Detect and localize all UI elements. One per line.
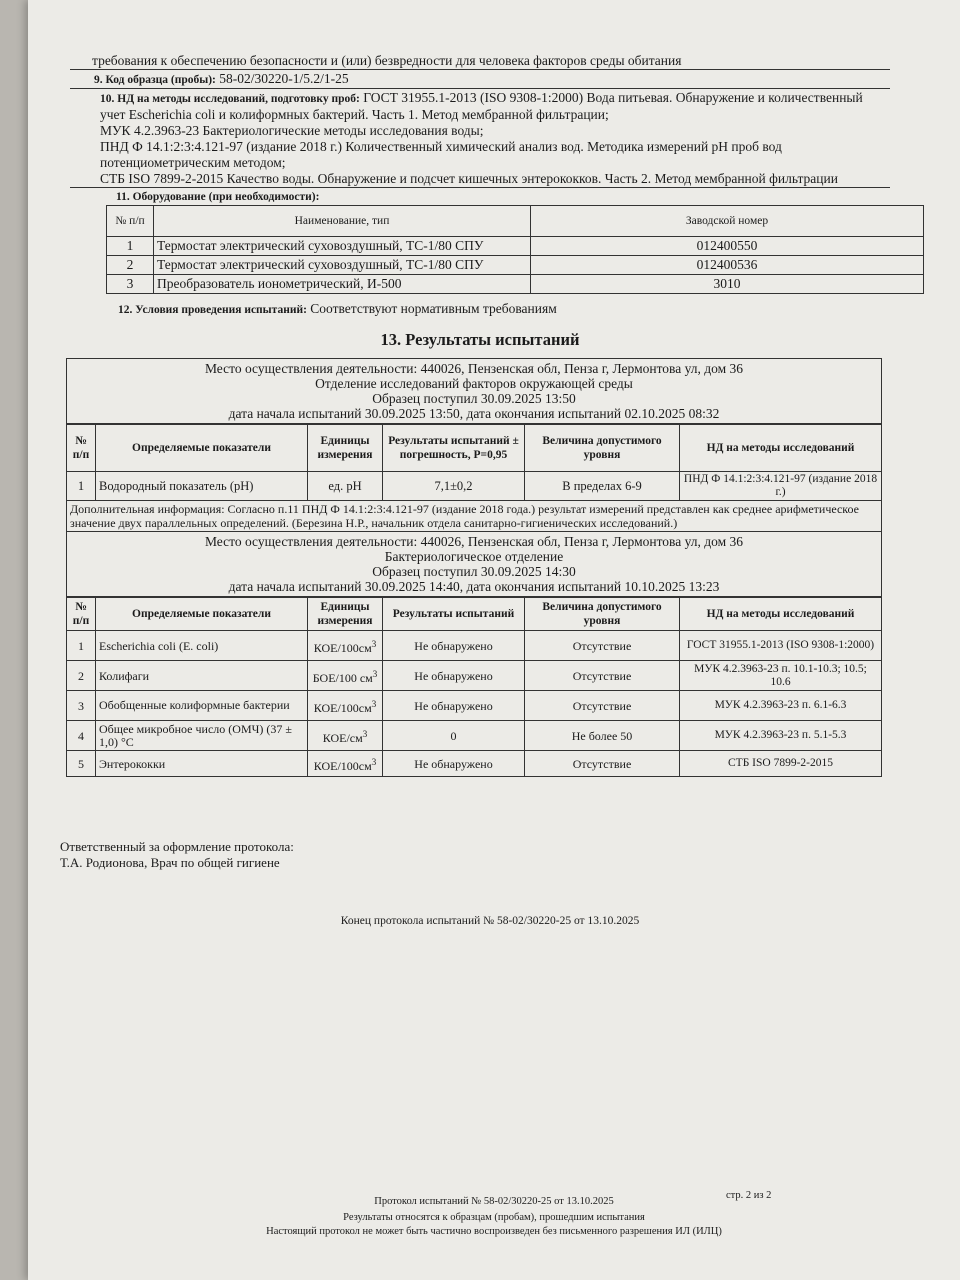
block2-header-row [67,598,882,631]
cell-num: 5 [67,751,96,777]
methods-line-4: СТБ ISO 7899-2-2015 Качество воды. Обнаружение и подсчет кишечных энтерококков. Часть 2. Метод мембранной фильтрации [100,171,838,186]
eq-name: Преобразователь иономeтрический, И-500 [154,275,531,294]
cell-unit [308,631,383,661]
unit-text: КОЕ/100см [313,700,372,715]
unit-sup: 3 [372,668,378,679]
sample-code-row [70,69,890,88]
block1-department: Отделение исследований факторов окружающей среды [315,376,633,391]
responsible-block [60,839,890,871]
cell-unit [308,751,383,777]
footer-line2: Результаты относятся к образцам (пробам), прошедшим испытания [343,1212,645,1223]
footer-line3: Настоящий протокол не может быть частично воспроизведен без письменного разрешения ИЛ (ИЛЦ) [266,1226,722,1237]
cell-num: 1 [67,631,96,661]
table-row [67,631,882,661]
eq-serial: 012400536 [531,256,924,275]
cell-result: Не обнаружено [383,691,525,721]
cell-limit: Отсутствие [525,661,680,691]
cell-method: ГОСТ 31955.1-2013 (ISO 9308-1:2000) [680,631,882,661]
unit-sup: 3 [371,756,377,767]
eq-col-name: Наименование, тип [154,206,531,237]
block1-received: Образец поступил 30.09.2025 13:50 [372,391,576,406]
eq-col-serial: Заводской номер [531,206,924,237]
responsible-person: Т.А. Родионова, Врач по общей гигиене [60,855,280,870]
cell-result: Не обнаружено [383,661,525,691]
block1-header-row [67,425,882,472]
cell-unit: ед. pH [308,472,383,501]
col-limit: Величина допустимого уровня [525,598,680,631]
cell-unit [308,691,383,721]
unit-text: БОЕ/100 см [312,670,373,685]
eq-num: 1 [107,237,154,256]
conditions-row [70,300,890,318]
col-limit: Величина допустимого уровня [525,425,680,472]
block2-department: Бактериологическое отделение [384,549,564,564]
col-method: НД на методы исследований [680,598,882,631]
table-row [67,472,882,501]
cell-limit: Отсутствие [525,751,680,777]
block1-info [67,359,882,424]
table-row [67,661,882,691]
cell-unit [308,721,383,751]
col-indicator: Определяемые показатели [96,598,308,631]
cell-result: Не обнаружено [383,631,525,661]
methods-line-2: МУК 4.2.3963-23 Бактериологические методы исследования воды; [100,123,484,138]
unit-sup: 3 [362,728,368,739]
cell-limit: Не более 50 [525,721,680,751]
block2-dates: дата начала испытаний 30.09.2025 14:40, дата окончания испытаний 10.10.2025 13:23 [228,579,720,594]
col-indicator: Определяемые показатели [96,425,308,472]
cell-limit: В пределах 6-9 [525,472,680,501]
footer-page: стр. 2 из 2 [726,1190,772,1201]
col-result: Результаты испытаний [383,598,525,631]
sample-code-label: 9. Код образца (пробы): [94,74,216,86]
cell-num: 3 [67,691,96,721]
cell-indicator: Обобщенные колиформные бактерии [96,691,308,721]
methods-label: 10. НД на методы исследований, подготовку проб: [100,93,360,105]
cell-indicator: Водородный показатель (pH) [96,472,308,501]
cell-result: 7,1±0,2 [383,472,525,501]
block2-results-table [66,597,882,777]
methods-section [70,88,890,187]
footer-protocol: Протокол испытаний № 58-02/30220-25 от 13.10.2025 [374,1196,614,1207]
unit-text: КОЕ/100см [313,640,372,655]
col-unit: Единицы измерения [308,598,383,631]
block1-extra: Дополнительная информация: Согласно п.11 ПНД Ф 14.1:2:3:4.121-97 (издание 2018 года.) результат измерений представлен как среднее арифметическое значение двух параллельных определений. (Березина Н.Р., начальник отдела санитарно-гигиенических исследований.) [67,501,882,532]
block2-received: Образец поступил 30.09.2025 14:30 [372,564,576,579]
results-title: 13. Результаты испытаний [380,330,580,349]
cell-method: МУК 4.2.3963-23 п. 6.1-6.3 [680,691,882,721]
cell-indicator: Энтерококки [96,751,308,777]
intro-line: требования к обеспечению безопасности и (или) безвредности для человека факторов среды обитания [92,53,682,68]
cell-limit: Отсутствие [525,691,680,721]
block1-header [66,358,882,424]
unit-text: КОЕ/см [322,730,363,745]
cell-indicator: Колифаги [96,661,308,691]
col-num: № п/п [67,598,96,631]
eq-num: 2 [107,256,154,275]
block1-results-table [66,424,882,532]
sample-code-value: 58-02/30220-1/5.2/1-25 [219,71,349,86]
methods-line-3: ПНД Ф 14.1:2:3:4.121-97 (издание 2018 г.) Количественный химический анализ вод. Методика измерений pH проб вод потенциометрическим методом; [100,139,782,170]
block2-info [67,532,882,597]
unit-sup: 3 [371,698,377,709]
cell-indicator: Escherichia coli (E. coli) [96,631,308,661]
responsible-label: Ответственный за оформление протокола: [60,839,294,854]
end-note: Конец протокола испытаний № 58-02/30220-25 от 13.10.2025 [340,915,640,927]
conditions-label: 12. Условия проведения испытаний: [118,304,307,316]
cell-limit: Отсутствие [525,631,680,661]
cell-num: 2 [67,661,96,691]
equipment-section [70,187,890,294]
eq-name: Термостат электрический суховоздушный, ТС-1/80 СПУ [154,237,531,256]
col-num: № п/п [67,425,96,472]
equipment-label: 11. Оборудование (при необходимости): [116,191,320,203]
block1-extra-row [67,501,882,532]
cell-result: Не обнаружено [383,751,525,777]
eq-name: Термостат электрический суховоздушный, ТС-1/80 СПУ [154,256,531,275]
unit-text: КОЕ/100см [313,758,372,773]
col-result: Результаты испытаний ± погрешность, P=0,95 [383,425,525,472]
col-unit: Единицы измерения [308,425,383,472]
eq-num: 3 [107,275,154,294]
table-row [67,721,882,751]
cell-method: ПНД Ф 14.1:2:3:4.121-97 (издание 2018 г.) [680,472,882,501]
cell-indicator: Общее микробное число (ОМЧ) (37 ± 1,0) °С [96,721,308,751]
equipment-header-row [107,206,924,237]
equipment-table [106,205,924,294]
eq-serial: 3010 [531,275,924,294]
cell-method: МУК 4.2.3963-23 п. 10.1-10.3; 10.5; 10.6 [680,661,882,691]
block1-place: Место осуществления деятельности: 440026, Пензенская обл, Пенза г, Лермонтова ул, дом 36 [204,361,744,376]
block2-place: Место осуществления деятельности: 440026, Пензенская обл, Пенза г, Лермонтова ул, дом 36 [204,534,744,549]
methods-line-1: ГОСТ 31955.1-2013 (ISO 9308-1:2000) Вода питьевая. Обнаружение и количественный учет Escherichia coli и колиформных бактерий. Часть 1. Метод мембранной фильтрации; [100,90,863,122]
block1-dates: дата начала испытаний 30.09.2025 13:50, дата окончания испытаний 02.10.2025 08:32 [228,406,720,421]
table-row [67,691,882,721]
cell-num: 4 [67,721,96,751]
block2-header [66,532,882,597]
cell-unit [308,661,383,691]
cell-method: МУК 4.2.3963-23 п. 5.1-5.3 [680,721,882,751]
conditions-value: Соответствуют нормативным требованиям [310,301,557,316]
table-row [107,256,924,275]
cell-method: СТБ ISO 7899-2-2015 [680,751,882,777]
col-method: НД на методы исследований [680,425,882,472]
document-content [60,52,890,929]
table-row [107,237,924,256]
document-page [28,0,960,1280]
cell-num: 1 [67,472,96,501]
eq-serial: 012400550 [531,237,924,256]
table-row [107,275,924,294]
eq-col-num: № п/п [107,206,154,237]
cell-result: 0 [383,721,525,751]
table-row [67,751,882,777]
unit-sup: 3 [371,638,377,649]
